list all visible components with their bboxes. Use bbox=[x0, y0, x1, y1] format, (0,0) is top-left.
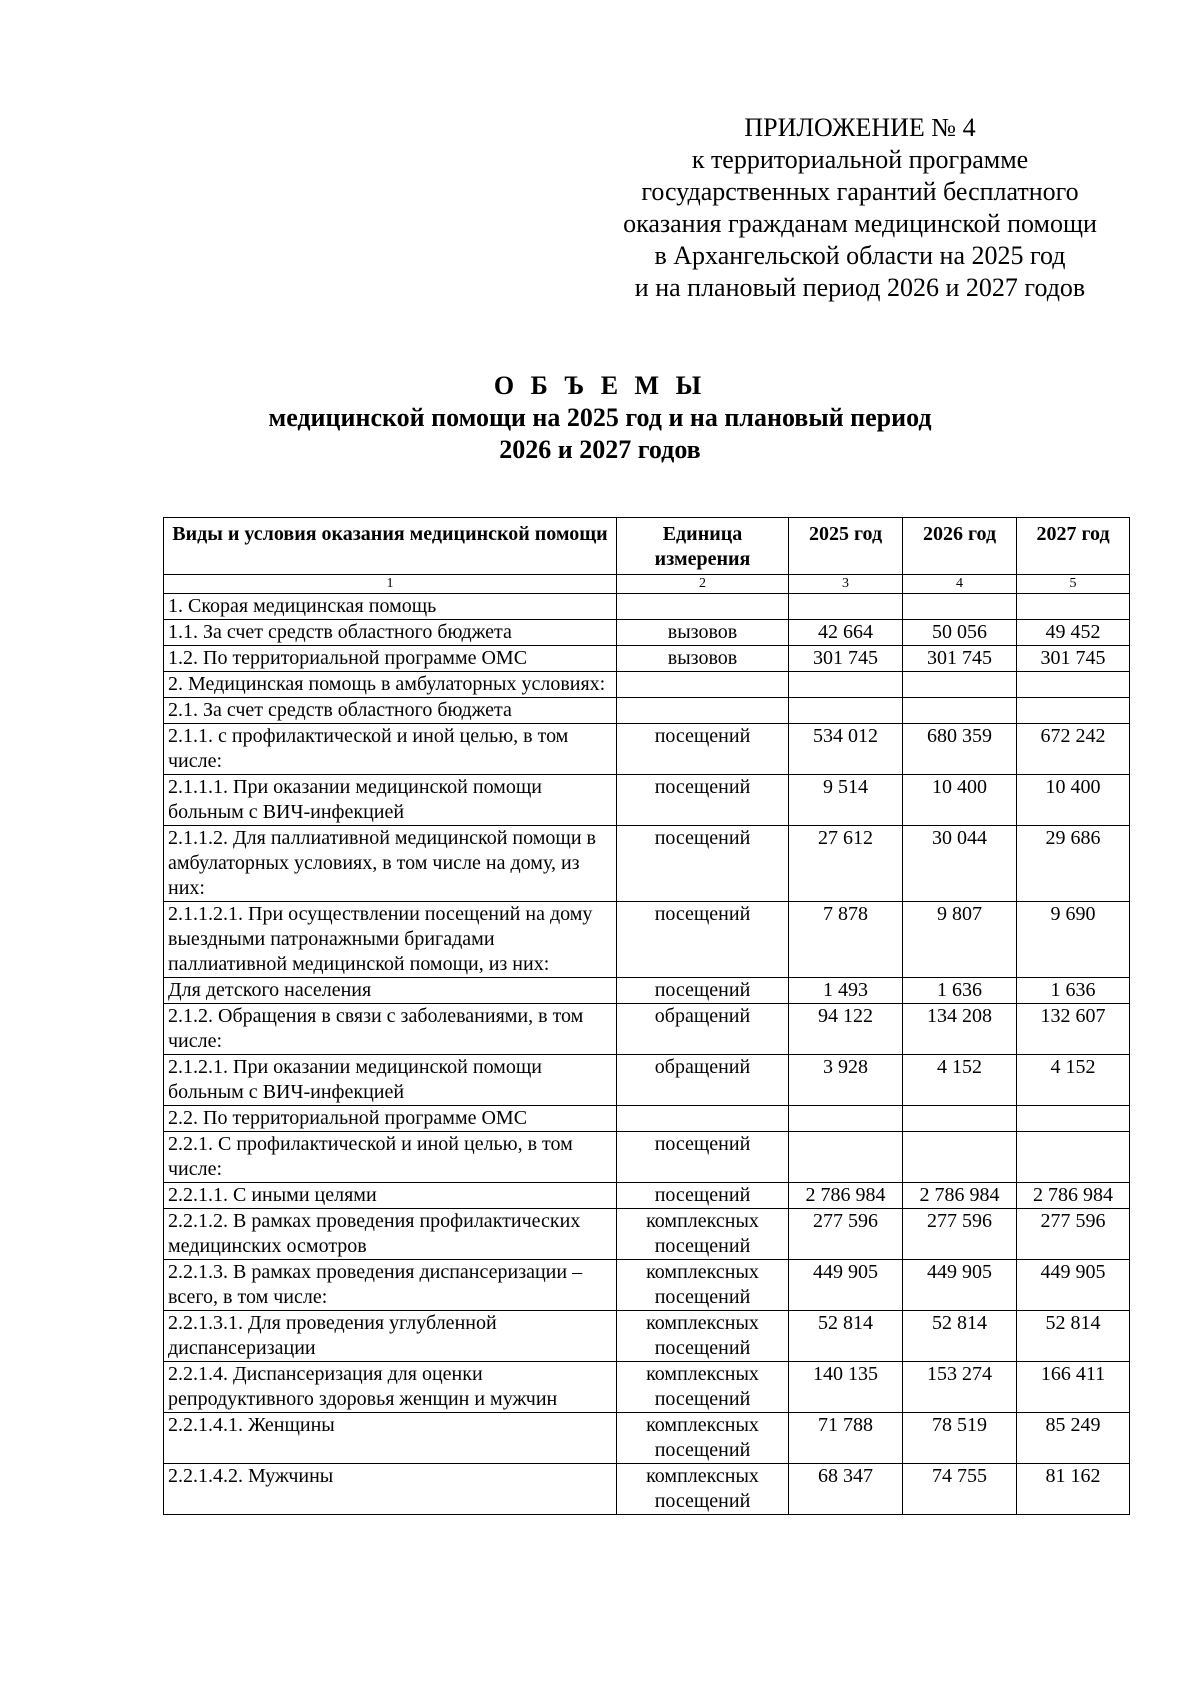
row-value-2025 bbox=[789, 594, 903, 620]
row-name-cell: 2.1. За счет средств областного бюджета bbox=[164, 698, 617, 724]
header-cell: 2026 год bbox=[903, 518, 1017, 575]
table-row bbox=[164, 1055, 1130, 1106]
appendix-line: государственных гарантий бесплатного bbox=[641, 177, 1079, 206]
title-line: медицинской помощи на 2025 год и на плановый период bbox=[268, 403, 932, 432]
row-value-2027 bbox=[1017, 672, 1130, 698]
row-unit-cell: комплексных посещений bbox=[617, 1260, 789, 1311]
row-value-2027: 277 596 bbox=[1017, 1209, 1130, 1260]
row-value-2025: 449 905 bbox=[789, 1260, 903, 1311]
row-value-2026 bbox=[903, 1132, 1017, 1183]
row-value-2025: 140 135 bbox=[789, 1362, 903, 1413]
row-value-2027 bbox=[1017, 698, 1130, 724]
column-number: 4 bbox=[903, 575, 1017, 594]
row-value-2025: 94 122 bbox=[789, 1004, 903, 1055]
table-row bbox=[164, 1132, 1130, 1183]
row-unit-cell bbox=[617, 1106, 789, 1132]
row-value-2025: 52 814 bbox=[789, 1311, 903, 1362]
table-row bbox=[164, 978, 1130, 1004]
table-row bbox=[164, 1183, 1130, 1209]
table-row bbox=[164, 1106, 1130, 1132]
row-value-2026: 78 519 bbox=[903, 1413, 1017, 1464]
table-body bbox=[164, 594, 1130, 1515]
table-row bbox=[164, 1464, 1130, 1515]
row-value-2026: 2 786 984 bbox=[903, 1183, 1017, 1209]
row-value-2025 bbox=[789, 672, 903, 698]
header-cell: Виды и условия оказания медицинской помощи bbox=[164, 518, 617, 575]
table-row bbox=[164, 594, 1130, 620]
row-unit-cell bbox=[617, 672, 789, 698]
row-name-cell: 2.2.1.3.1. Для проведения углубленной диспансеризации bbox=[164, 1311, 617, 1362]
row-value-2027: 301 745 bbox=[1017, 646, 1130, 672]
column-number-row bbox=[164, 575, 1130, 594]
appendix-header bbox=[590, 112, 1130, 304]
row-value-2025: 7 878 bbox=[789, 902, 903, 978]
row-unit-cell: комплексных посещений bbox=[617, 1362, 789, 1413]
table-row bbox=[164, 1260, 1130, 1311]
appendix-line: в Архангельской области на 2025 год bbox=[654, 241, 1066, 270]
row-value-2027: 2 786 984 bbox=[1017, 1183, 1130, 1209]
row-unit-cell: обращений bbox=[617, 1055, 789, 1106]
row-value-2027: 672 242 bbox=[1017, 724, 1130, 775]
row-value-2027: 81 162 bbox=[1017, 1464, 1130, 1515]
row-value-2025: 9 514 bbox=[789, 775, 903, 826]
row-value-2025: 277 596 bbox=[789, 1209, 903, 1260]
row-value-2026: 74 755 bbox=[903, 1464, 1017, 1515]
row-name-cell: 2.1.1.2. Для паллиативной медицинской помощи в амбулаторных условиях, в том числе на дому, из них: bbox=[164, 826, 617, 902]
row-value-2026 bbox=[903, 672, 1017, 698]
row-unit-cell: вызовов bbox=[617, 620, 789, 646]
row-value-2026: 9 807 bbox=[903, 902, 1017, 978]
column-number: 2 bbox=[617, 575, 789, 594]
row-value-2027: 85 249 bbox=[1017, 1413, 1130, 1464]
row-value-2026: 50 056 bbox=[903, 620, 1017, 646]
row-name-cell: 2.2.1.2. В рамках проведения профилактических медицинских осмотров bbox=[164, 1209, 617, 1260]
row-name-cell: Для детского населения bbox=[164, 978, 617, 1004]
appendix-line: оказания гражданам медицинской помощи bbox=[623, 209, 1097, 238]
row-value-2027 bbox=[1017, 1106, 1130, 1132]
table-row bbox=[164, 775, 1130, 826]
row-value-2027: 132 607 bbox=[1017, 1004, 1130, 1055]
row-name-cell: 2.2.1.4.1. Женщины bbox=[164, 1413, 617, 1464]
row-value-2026: 4 152 bbox=[903, 1055, 1017, 1106]
row-value-2026: 301 745 bbox=[903, 646, 1017, 672]
row-name-cell: 2.1.1. с профилактической и иной целью, в том числе: bbox=[164, 724, 617, 775]
row-name-cell: 2.1.1.2.1. При осуществлении посещений на дому выездными патронажными бригадами паллиативной медицинской помощи, из них: bbox=[164, 902, 617, 978]
table-row bbox=[164, 1362, 1130, 1413]
row-value-2027: 49 452 bbox=[1017, 620, 1130, 646]
row-value-2025 bbox=[789, 1106, 903, 1132]
row-unit-cell bbox=[617, 698, 789, 724]
row-name-cell: 2. Медицинская помощь в амбулаторных условиях: bbox=[164, 672, 617, 698]
row-name-cell: 1.1. За счет средств областного бюджета bbox=[164, 620, 617, 646]
table-row bbox=[164, 672, 1130, 698]
document-title bbox=[150, 370, 1050, 466]
row-name-cell: 2.1.2. Обращения в связи с заболеваниями, в том числе: bbox=[164, 1004, 617, 1055]
table-row bbox=[164, 902, 1130, 978]
row-unit-cell: вызовов bbox=[617, 646, 789, 672]
row-name-cell: 2.2.1.1. С иными целями bbox=[164, 1183, 617, 1209]
row-unit-cell: посещений bbox=[617, 826, 789, 902]
column-number: 3 bbox=[789, 575, 903, 594]
row-unit-cell bbox=[617, 594, 789, 620]
row-value-2026: 449 905 bbox=[903, 1260, 1017, 1311]
table-row bbox=[164, 698, 1130, 724]
row-name-cell: 2.1.2.1. При оказании медицинской помощи больным с ВИЧ-инфекцией bbox=[164, 1055, 617, 1106]
row-value-2026 bbox=[903, 594, 1017, 620]
row-value-2025: 27 612 bbox=[789, 826, 903, 902]
row-value-2026: 680 359 bbox=[903, 724, 1017, 775]
row-value-2027: 449 905 bbox=[1017, 1260, 1130, 1311]
row-name-cell: 2.2.1.4.2. Мужчины bbox=[164, 1464, 617, 1515]
row-value-2027: 4 152 bbox=[1017, 1055, 1130, 1106]
row-value-2025 bbox=[789, 1132, 903, 1183]
row-unit-cell: комплексных посещений bbox=[617, 1464, 789, 1515]
table-row bbox=[164, 724, 1130, 775]
table-row bbox=[164, 646, 1130, 672]
row-unit-cell: посещений bbox=[617, 775, 789, 826]
row-value-2026: 134 208 bbox=[903, 1004, 1017, 1055]
column-number: 1 bbox=[164, 575, 617, 594]
row-value-2027: 10 400 bbox=[1017, 775, 1130, 826]
row-value-2025: 1 493 bbox=[789, 978, 903, 1004]
table-row bbox=[164, 826, 1130, 902]
row-unit-cell: комплексных посещений bbox=[617, 1209, 789, 1260]
row-value-2027: 29 686 bbox=[1017, 826, 1130, 902]
table-row bbox=[164, 1004, 1130, 1055]
row-name-cell: 2.2.1. С профилактической и иной целью, в том числе: bbox=[164, 1132, 617, 1183]
header-cell: Единица измерения bbox=[617, 518, 789, 575]
row-unit-cell: комплексных посещений bbox=[617, 1311, 789, 1362]
row-value-2026: 1 636 bbox=[903, 978, 1017, 1004]
row-value-2026: 52 814 bbox=[903, 1311, 1017, 1362]
row-value-2025: 2 786 984 bbox=[789, 1183, 903, 1209]
row-value-2026: 153 274 bbox=[903, 1362, 1017, 1413]
row-value-2026 bbox=[903, 698, 1017, 724]
appendix-line: и на плановый период 2026 и 2027 годов bbox=[634, 273, 1086, 302]
row-value-2026 bbox=[903, 1106, 1017, 1132]
row-unit-cell: обращений bbox=[617, 1004, 789, 1055]
title-line: 2026 и 2027 годов bbox=[499, 435, 701, 464]
row-value-2027: 166 411 bbox=[1017, 1362, 1130, 1413]
table-row bbox=[164, 1413, 1130, 1464]
row-value-2025 bbox=[789, 698, 903, 724]
appendix-line: ПРИЛОЖЕНИЕ № 4 bbox=[744, 113, 976, 142]
table-row bbox=[164, 1311, 1130, 1362]
row-unit-cell: посещений bbox=[617, 978, 789, 1004]
table-header-row bbox=[164, 518, 1130, 575]
row-name-cell: 2.2. По территориальной программе ОМС bbox=[164, 1106, 617, 1132]
row-unit-cell: комплексных посещений bbox=[617, 1413, 789, 1464]
table-row bbox=[164, 620, 1130, 646]
title-line: О Б Ъ Е М Ы bbox=[493, 371, 707, 400]
row-value-2025: 42 664 bbox=[789, 620, 903, 646]
row-value-2025: 3 928 bbox=[789, 1055, 903, 1106]
column-number: 5 bbox=[1017, 575, 1130, 594]
row-unit-cell: посещений bbox=[617, 902, 789, 978]
row-value-2025: 301 745 bbox=[789, 646, 903, 672]
table-row bbox=[164, 1209, 1130, 1260]
header-cell: 2027 год bbox=[1017, 518, 1130, 575]
row-unit-cell: посещений bbox=[617, 1183, 789, 1209]
row-value-2026: 277 596 bbox=[903, 1209, 1017, 1260]
row-value-2025: 534 012 bbox=[789, 724, 903, 775]
row-name-cell: 2.2.1.3. В рамках проведения диспансеризации – всего, в том числе: bbox=[164, 1260, 617, 1311]
header-cell: 2025 год bbox=[789, 518, 903, 575]
row-name-cell: 1.2. По территориальной программе ОМС bbox=[164, 646, 617, 672]
row-name-cell: 2.1.1.1. При оказании медицинской помощи больным с ВИЧ-инфекцией bbox=[164, 775, 617, 826]
row-unit-cell: посещений bbox=[617, 1132, 789, 1183]
row-value-2026: 10 400 bbox=[903, 775, 1017, 826]
row-value-2025: 71 788 bbox=[789, 1413, 903, 1464]
appendix-line: к территориальной программе bbox=[691, 145, 1029, 174]
volumes-table bbox=[163, 517, 1130, 1515]
row-name-cell: 2.2.1.4. Диспансеризация для оценки репродуктивного здоровья женщин и мужчин bbox=[164, 1362, 617, 1413]
row-value-2027: 52 814 bbox=[1017, 1311, 1130, 1362]
row-name-cell: 1. Скорая медицинская помощь bbox=[164, 594, 617, 620]
row-value-2026: 30 044 bbox=[903, 826, 1017, 902]
row-value-2027 bbox=[1017, 1132, 1130, 1183]
row-unit-cell: посещений bbox=[617, 724, 789, 775]
row-value-2027 bbox=[1017, 594, 1130, 620]
row-value-2025: 68 347 bbox=[789, 1464, 903, 1515]
row-value-2027: 9 690 bbox=[1017, 902, 1130, 978]
row-value-2027: 1 636 bbox=[1017, 978, 1130, 1004]
